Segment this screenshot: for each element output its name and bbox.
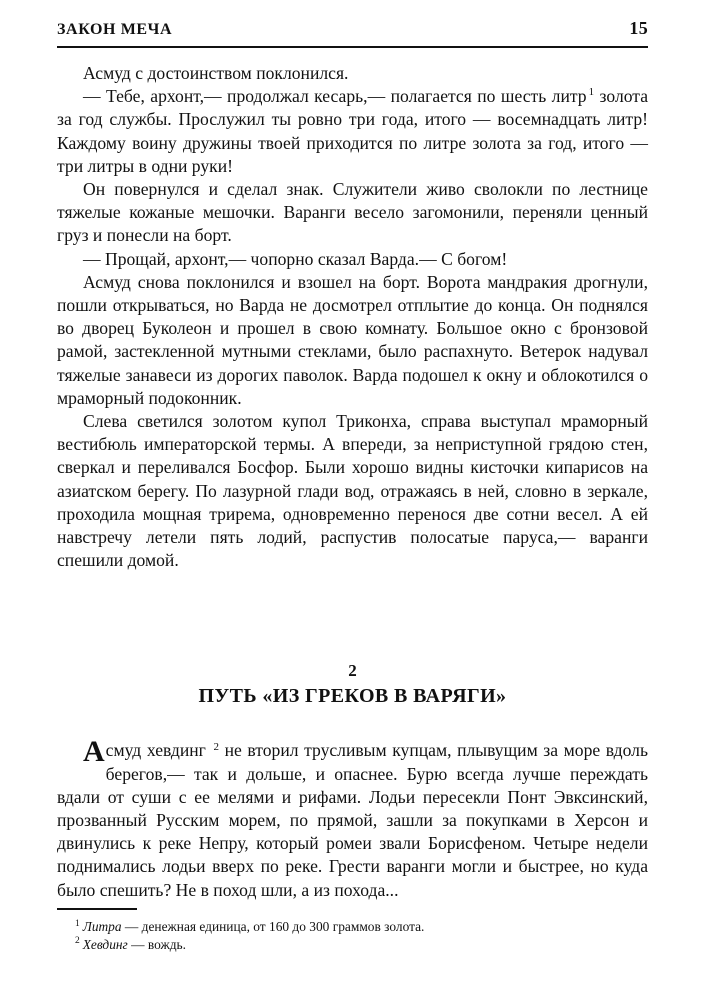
chapter-title: ПУТЬ «ИЗ ГРЕКОВ В ВАРЯГИ»: [198, 685, 507, 708]
paragraph-text: Асмуд с достоинством поклонился.: [83, 63, 349, 83]
paragraph: [57, 248, 648, 271]
footnote-marker: 1: [75, 918, 80, 929]
page-number: 15: [629, 18, 648, 38]
footnote-ref-2[interactable]: 2: [213, 740, 219, 753]
paragraph: [57, 62, 648, 85]
paragraph: [57, 85, 648, 178]
header-rule: [57, 46, 648, 48]
paragraph-text: — Прощай, архонт,— чопорно сказал Варда.— С богом!: [83, 248, 508, 269]
paragraph: [57, 271, 648, 410]
footnote-term: Хевдинг: [82, 936, 128, 952]
running-head-title: ЗАКОН МЕЧА: [57, 21, 173, 38]
footnote-marker: 2: [75, 936, 80, 947]
footnote-text: — вождь.: [127, 936, 186, 952]
opening-paragraph: [57, 735, 648, 901]
paragraph-text-cont: золота за год службы. Прослужил ты ровно три года, итого — восемнадцать литр! Каждому воину дружины твоей приходится по литре золота за год, итого — три литры в одни руки!: [57, 86, 648, 176]
paragraph-text: Слева светился золотом купол Триконха, справа выступал мраморный вестибюль императорской термы. А впереди, за неприступной грядою стен, сверкал и переливался Босфор. Были хорошо видны кисточки кипарисов на азиатском берегу. По лазурной глади вод, отражаясь в ней, словно в зеркале, проходила мощная трирема, одновременно перенося две сотни весел. А ей навстречу летели пять лодий, распустив полосатые паруса,— варанги спешили домой.: [57, 411, 648, 571]
running-head: [57, 18, 648, 39]
paragraph-text: Асмуд снова поклонился и взошел на борт. Ворота мандракия дрогнули, пошли открываться, но Варда не досмотрел отплытие до конца. Он поднялся во дворец Буколеон и прошел в свою комнату. Большое окно с бронзовой рамой, застекленной мутными стеклами, было распахнуто. Ветерок надувал тяжелые занавеси из дорогих паволок. Варда подошел к окну и облокотился о мраморный подоконник.: [57, 271, 648, 408]
paragraph: [57, 178, 648, 248]
opening-text-after: не вторил трусливым купцам, плывущим за море вдоль берегов,— так и дольше, и опаснее. Бурю всегда лучше переждать вдали от суши с ее мелями и рифами. Лодьи пересекли Понт Эвксинский, прозванный Русским морем, по прямой, зашли за покупками в Херсон и двинулись к реке Непру, который ромеи звали Борисфеном. Четыре недели поднимались лодьи вверх по реке. Грести варанги могли и быстрее, но куда было спешить? Не в поход шли, а из похода...: [57, 740, 648, 900]
footnote-item: [57, 918, 648, 936]
body-text-block: [57, 62, 648, 902]
paragraph: [57, 410, 648, 572]
paragraph-text: — Тебе, архонт,— продолжал кесарь,— полагается по шесть литр: [83, 86, 587, 107]
footnote-ref-1[interactable]: 1: [588, 86, 595, 99]
footnotes-area: [57, 908, 648, 953]
footnote-term: Литра: [82, 919, 122, 934]
footnote-item: [57, 936, 648, 954]
opening-text-before: смуд хевдинг: [105, 740, 206, 761]
footnote-separator-rule: [57, 908, 137, 910]
chapter-heading: [57, 660, 648, 709]
paragraph-text: Он повернулся и сделал знак. Служители живо сволокли по лестнице тяжелые кожаные мешочки. Варанги весело загомонили, переняли ценный груз и понесли на борт.: [57, 179, 648, 246]
drop-cap: А: [83, 735, 105, 769]
chapter-number: 2: [348, 661, 357, 681]
footnote-text: — денежная единица, от 160 до 300 граммов золота.: [121, 919, 425, 934]
